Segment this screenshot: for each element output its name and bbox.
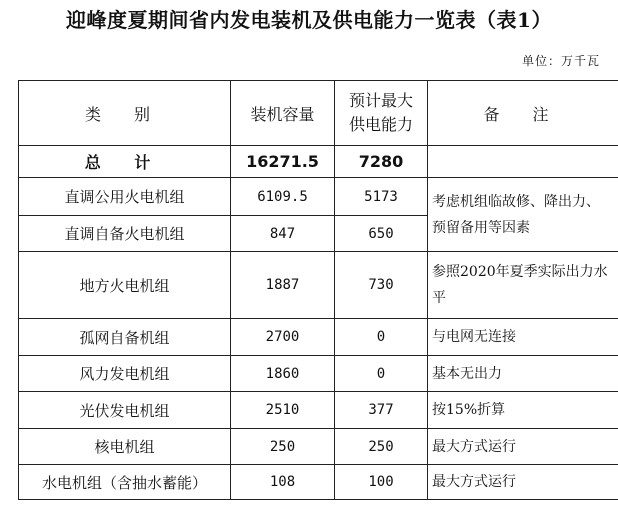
row-capacity: 1860 <box>231 356 335 392</box>
total-max-supply: 7280 <box>335 146 428 178</box>
row-category: 水电机组（含抽水蓄能） <box>19 465 231 500</box>
row-category: 直调自备火电机组 <box>19 216 231 252</box>
row-max-supply: 650 <box>335 216 428 252</box>
row-max-supply: 100 <box>335 465 428 500</box>
row-remark: 考虑机组临故修、降出力、 预留备用等因素 <box>428 178 618 252</box>
row-capacity: 2700 <box>231 319 335 356</box>
row-capacity: 250 <box>231 429 335 465</box>
row-max-supply: 377 <box>335 392 428 429</box>
total-label: 总 计 <box>19 146 231 178</box>
row-category: 孤网自备机组 <box>19 319 231 356</box>
row-max-supply: 730 <box>335 252 428 319</box>
header-max-supply: 预计最大 供电能力 <box>335 81 428 146</box>
row-category: 地方火电机组 <box>19 252 231 319</box>
row-category: 核电机组 <box>19 429 231 465</box>
header-capacity: 装机容量 <box>231 81 335 146</box>
row-max-supply: 5173 <box>335 178 428 216</box>
total-remark <box>428 146 618 178</box>
row-max-supply: 0 <box>335 356 428 392</box>
unit-label: 单位：万千瓦 <box>521 54 600 68</box>
row-remark: 按15%折算 <box>428 392 618 429</box>
row-remark: 参照2020年夏季实际出力水平 <box>428 252 618 319</box>
table-row <box>19 252 618 319</box>
table-row <box>19 356 618 392</box>
total-row <box>19 146 618 178</box>
table-title: 迎峰度夏期间省内发电装机及供电能力一览表（表1） <box>66 8 552 32</box>
total-capacity: 16271.5 <box>231 146 335 178</box>
row-capacity: 1887 <box>231 252 335 319</box>
row-category: 风力发电机组 <box>19 356 231 392</box>
table-row <box>19 429 618 465</box>
row-capacity: 108 <box>231 465 335 500</box>
row-remark: 基本无出力 <box>428 356 618 392</box>
row-max-supply: 250 <box>335 429 428 465</box>
header-row <box>19 81 618 146</box>
table-row <box>19 178 618 216</box>
row-capacity: 847 <box>231 216 335 252</box>
table-row <box>19 392 618 429</box>
row-capacity: 2510 <box>231 392 335 429</box>
header-category: 类 别 <box>19 81 231 146</box>
table-row <box>19 319 618 356</box>
row-max-supply: 0 <box>335 319 428 356</box>
header-remarks: 备 注 <box>428 81 618 146</box>
capacity-table <box>18 80 618 500</box>
row-category: 直调公用火电机组 <box>19 178 231 216</box>
table-row <box>19 465 618 500</box>
row-remark: 最大方式运行 <box>428 429 618 465</box>
row-remark: 最大方式运行 <box>428 465 618 500</box>
row-category: 光伏发电机组 <box>19 392 231 429</box>
row-remark: 与电网无连接 <box>428 319 618 356</box>
row-capacity: 6109.5 <box>231 178 335 216</box>
